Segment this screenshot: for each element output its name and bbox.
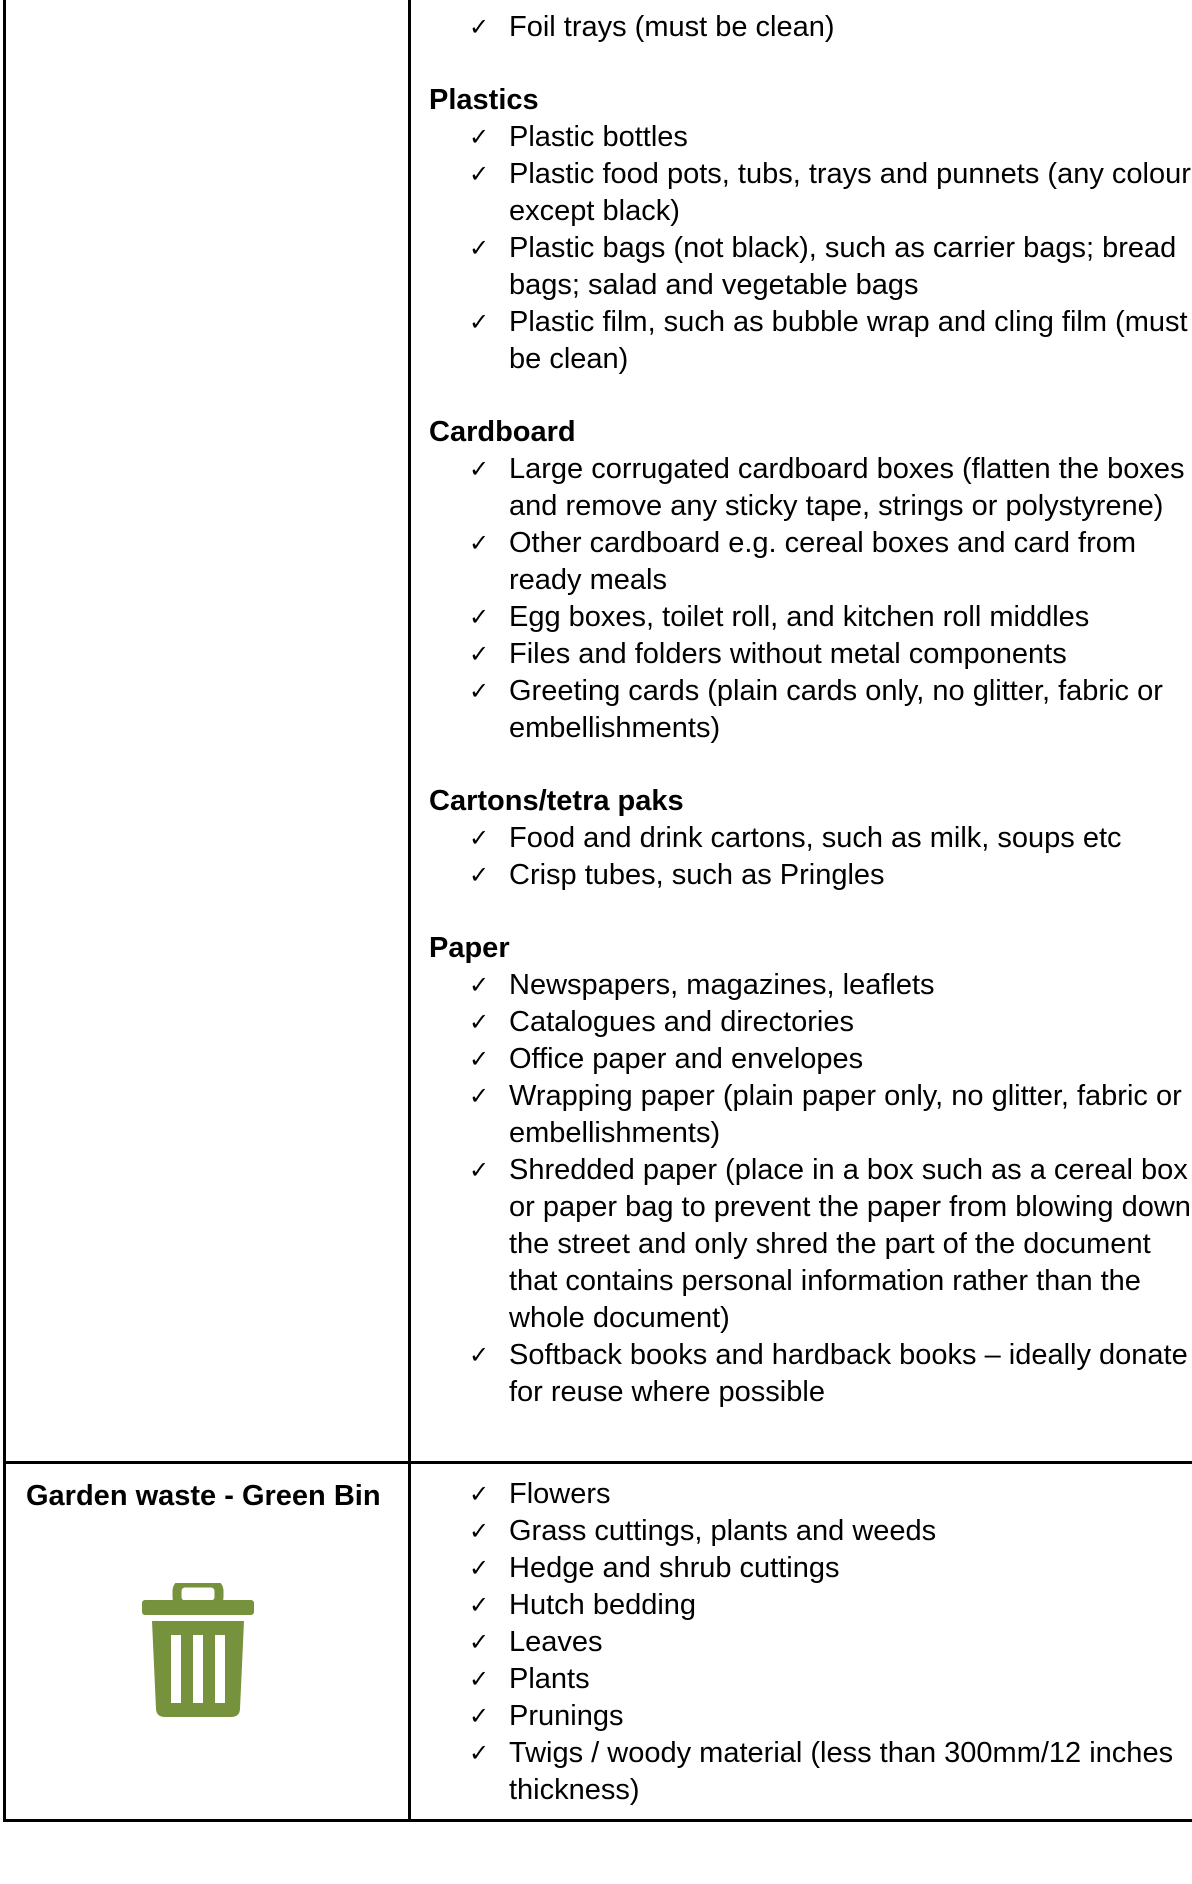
- checklist-item-text: Twigs / woody material (less than 300mm/12 inches thickness): [509, 1737, 1174, 1806]
- checklist-item: [469, 1078, 1192, 1152]
- checklist-item: [469, 1513, 1192, 1550]
- checklist-item: [469, 820, 1192, 857]
- checklist-item-text: Crisp tubes, such as Pringles: [509, 859, 885, 891]
- checklist-item-text: Large corrugated cardboard boxes (flatten the boxes and remove any sticky tape, strings or polystyrene): [509, 453, 1185, 522]
- checklist-item-text: Food and drink cartons, such as milk, soups etc: [509, 822, 1122, 854]
- checklist-item: [469, 1550, 1192, 1587]
- checkmark-icon: ✓: [469, 455, 490, 483]
- checklist-item-text: Plastic film, such as bubble wrap and cling film (must be clean): [509, 306, 1188, 375]
- checklist-item-text: Leaves: [509, 1626, 603, 1658]
- checkmark-icon: ✓: [469, 308, 490, 336]
- checklist-item-text: Other cardboard e.g. cereal boxes and card from ready meals: [509, 527, 1137, 596]
- recycling-items: [411, 0, 1192, 1461]
- garden-checklist: [429, 1476, 1192, 1809]
- material-sections: [429, 82, 1192, 1411]
- checklist-item: [469, 525, 1192, 599]
- table-row-garden-waste: [5, 1463, 1192, 1821]
- checkmark-icon: ✓: [469, 1665, 490, 1693]
- checklist-item: [469, 1698, 1192, 1735]
- checklist-item-text: Flowers: [509, 1478, 611, 1510]
- checklist-item-text: Hutch bedding: [509, 1589, 697, 1621]
- material-section: [429, 82, 1192, 378]
- accepted-items-cell: [410, 0, 1192, 1463]
- checklist-item: [469, 967, 1192, 1004]
- checklist-item: [469, 1735, 1192, 1809]
- checkmark-icon: ✓: [469, 971, 490, 999]
- checkmark-icon: ✓: [469, 1480, 490, 1508]
- checklist-item: [469, 156, 1192, 230]
- bin-type-title: Garden waste - Green Bin: [26, 1480, 381, 1512]
- bin-shape: [142, 1583, 254, 1717]
- checklist-item-text: Prunings: [509, 1700, 624, 1732]
- section-checklist: [429, 451, 1192, 747]
- checkmark-icon: ✓: [469, 1554, 490, 1582]
- checkmark-icon: ✓: [469, 1045, 490, 1073]
- intro-checklist: [429, 9, 1192, 46]
- checkmark-icon: ✓: [469, 1341, 490, 1369]
- checkmark-icon: ✓: [469, 234, 490, 262]
- checkmark-icon: ✓: [469, 529, 490, 557]
- checklist-item: [469, 1004, 1192, 1041]
- checklist-item-text: Softback books and hardback books – ideally donate for reuse where possible: [509, 1339, 1188, 1408]
- section-heading: Cartons/tetra paks: [429, 785, 684, 817]
- checkmark-icon: ✓: [469, 13, 490, 41]
- checkmark-icon: ✓: [469, 1008, 490, 1036]
- material-section: [429, 414, 1192, 747]
- checkmark-icon: ✓: [469, 1082, 490, 1110]
- checkmark-icon: ✓: [469, 603, 490, 631]
- checkmark-icon: ✓: [469, 1156, 490, 1184]
- section-checklist: [429, 967, 1192, 1411]
- checklist-item-text: Greeting cards (plain cards only, no glitter, fabric or embellishments): [509, 675, 1163, 744]
- material-section: [429, 930, 1192, 1411]
- checklist-item: [469, 1476, 1192, 1513]
- section-heading: Paper: [429, 932, 510, 964]
- checklist-item: [469, 1337, 1192, 1411]
- trash-bin-icon: [142, 1583, 254, 1717]
- checkmark-icon: ✓: [469, 861, 490, 889]
- checkmark-icon: ✓: [469, 1702, 490, 1730]
- checklist-item: [469, 9, 1192, 46]
- checklist-item-text: Shredded paper (place in a box such as a cereal box or paper bag to prevent the paper from blowing down the street and only shred the part of the document that contains personal information rather than the whole document): [509, 1154, 1191, 1334]
- checkmark-icon: ✓: [469, 160, 490, 188]
- checklist-item-text: Plastic bottles: [509, 121, 688, 153]
- checklist-item-text: Foil trays (must be clean): [509, 11, 835, 43]
- checklist-item: [469, 1624, 1192, 1661]
- table-row-recycling: [5, 0, 1192, 1463]
- checklist-item-text: Hedge and shrub cuttings: [509, 1552, 840, 1584]
- waste-guide-table: [3, 0, 1192, 1822]
- section-checklist: [429, 119, 1192, 378]
- checkmark-icon: ✓: [469, 123, 490, 151]
- section-heading: Cardboard: [429, 416, 576, 448]
- checkmark-icon: ✓: [469, 640, 490, 668]
- checklist-item-text: Office paper and envelopes: [509, 1043, 864, 1075]
- checkmark-icon: ✓: [469, 824, 490, 852]
- checkmark-icon: ✓: [469, 677, 490, 705]
- checklist-item: [469, 857, 1192, 894]
- garden-items-cell: [410, 1463, 1192, 1821]
- checklist-item: [469, 304, 1192, 378]
- checklist-item: [469, 119, 1192, 156]
- section-checklist: [429, 820, 1192, 894]
- checklist-item-text: Plastic bags (not black), such as carrier bags; bread bags; salad and vegetable bags: [509, 232, 1177, 301]
- section-heading: Plastics: [429, 84, 539, 116]
- checklist-item: [469, 230, 1192, 304]
- checklist-item: [469, 1587, 1192, 1624]
- checklist-item: [469, 1661, 1192, 1698]
- checkmark-icon: ✓: [469, 1628, 490, 1656]
- checkmark-icon: ✓: [469, 1591, 490, 1619]
- checklist-item: [469, 673, 1192, 747]
- checklist-item-text: Egg boxes, toilet roll, and kitchen roll middles: [509, 601, 1090, 633]
- checklist-item-text: Catalogues and directories: [509, 1006, 854, 1038]
- bin-type-cell: [5, 1463, 410, 1821]
- checklist-item: [469, 599, 1192, 636]
- checklist-item-text: Newspapers, magazines, leaflets: [509, 969, 935, 1001]
- checklist-item-text: Files and folders without metal components: [509, 638, 1067, 670]
- material-section: [429, 783, 1192, 894]
- checklist-item: [469, 636, 1192, 673]
- checklist-item-text: Plants: [509, 1663, 590, 1695]
- checkmark-icon: ✓: [469, 1739, 490, 1767]
- checklist-item-text: Wrapping paper (plain paper only, no glitter, fabric or embellishments): [509, 1080, 1182, 1149]
- checklist-item-text: Grass cuttings, plants and weeds: [509, 1515, 937, 1547]
- checklist-item-text: Plastic food pots, tubs, trays and punnets (any colour except black): [509, 158, 1191, 227]
- checklist-item: [469, 1041, 1192, 1078]
- checklist-item: [469, 451, 1192, 525]
- checkmark-icon: ✓: [469, 1517, 490, 1545]
- checklist-item: [469, 1152, 1192, 1337]
- bin-type-cell-empty: [5, 0, 410, 1463]
